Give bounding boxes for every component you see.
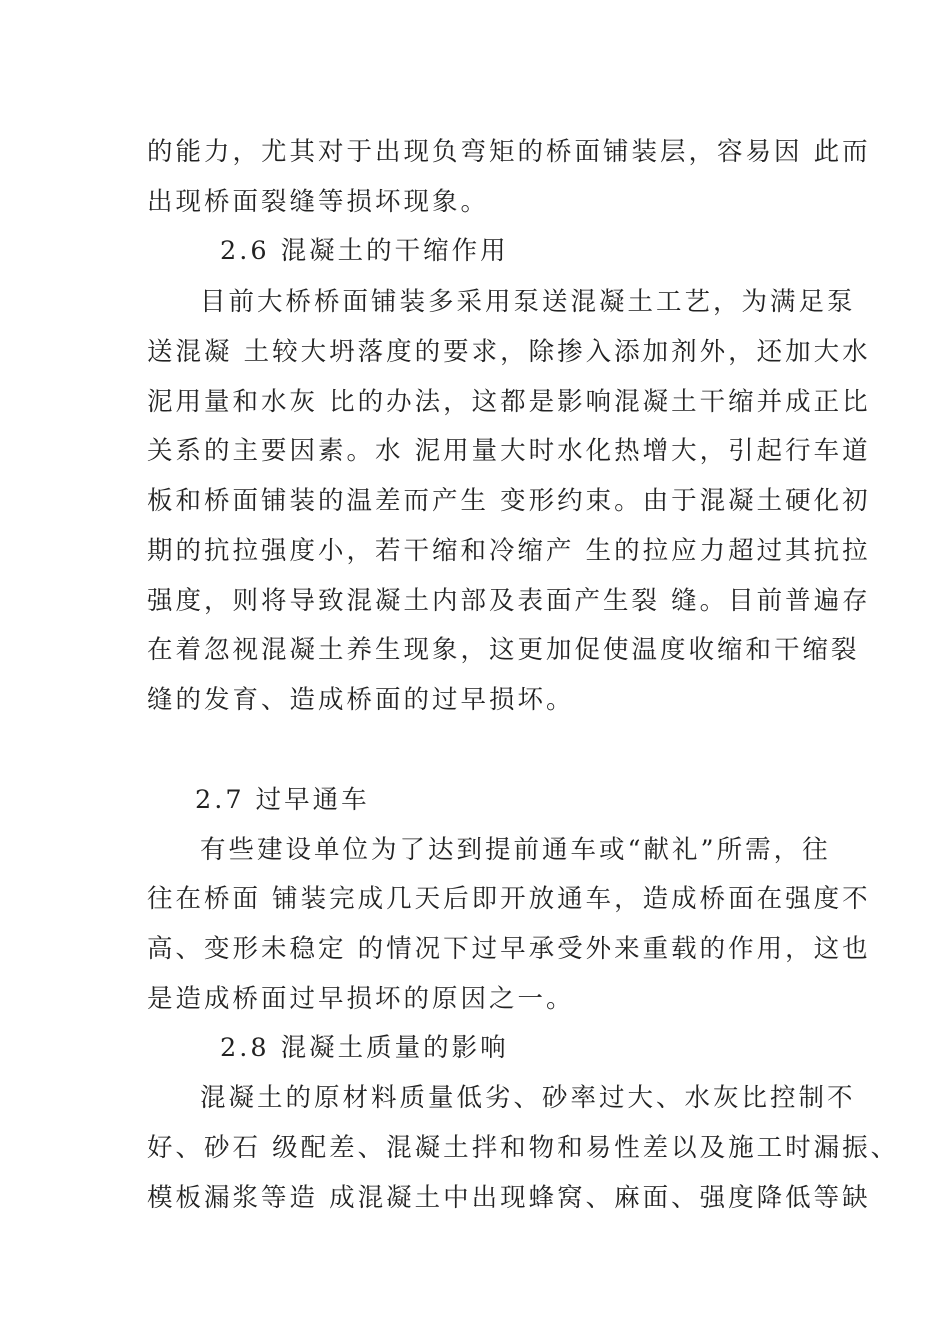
text-line: 强度，则将导致混凝土内部及表面产生裂 缝。目前普遍存 <box>147 586 871 616</box>
text-line: 有些建设单位为了达到提前通车或“献礼”所需，往 <box>200 835 831 865</box>
text-line: 关系的主要因素。水 泥用量大时水化热增大，引起行车道 <box>147 436 871 466</box>
text-line: 混凝土的原材料质量低劣、砂率过大、水灰比控制不 <box>200 1083 856 1113</box>
text-line: 目前大桥桥面铺装多采用泵送混凝土工艺，为满足泵 <box>200 287 856 317</box>
text-line: 送混凝 土较大坍落度的要求，除掺入添加剂外，还加大水 <box>147 337 871 367</box>
section-heading-2-8: 2.8 混凝土质量的影响 <box>220 1033 509 1063</box>
text-line: 好、砂石 级配差、混凝土拌和物和易性差以及施工时漏振、 <box>147 1133 900 1163</box>
text-line: 板和桥面铺装的温差而产生 变形约束。由于混凝土硬化初 <box>147 486 871 516</box>
text-line: 泥用量和水灰 比的办法，这都是影响混凝土干缩并成正比 <box>147 387 871 417</box>
text-line: 出现桥面裂缝等损坏现象。 <box>147 187 490 217</box>
text-line: 在着忽视混凝土养生现象，这更加促使温度收缩和干缩裂 <box>147 635 860 665</box>
section-heading-2-7: 2.7 过早通车 <box>195 785 370 815</box>
section-heading-2-6: 2.6 混凝土的干缩作用 <box>220 236 509 266</box>
text-line: 的能力，尤其对于出现负弯矩的桥面铺装层，容易因 此而 <box>147 137 871 167</box>
text-line: 往在桥面 铺装完成几天后即开放通车，造成桥面在强度不 <box>147 884 871 914</box>
text-line: 缝的发育、造成桥面的过早损坏。 <box>147 685 575 715</box>
text-line: 高、变形未稳定 的情况下过早承受外来重载的作用，这也 <box>147 934 871 964</box>
text-line: 是造成桥面过早损坏的原因之一。 <box>147 984 575 1014</box>
text-line: 期的抗拉强度小，若干缩和冷缩产 生的拉应力超过其抗拉 <box>147 536 871 566</box>
text-line: 模板漏浆等造 成混凝土中出现蜂窝、麻面、强度降低等缺 <box>147 1183 871 1213</box>
